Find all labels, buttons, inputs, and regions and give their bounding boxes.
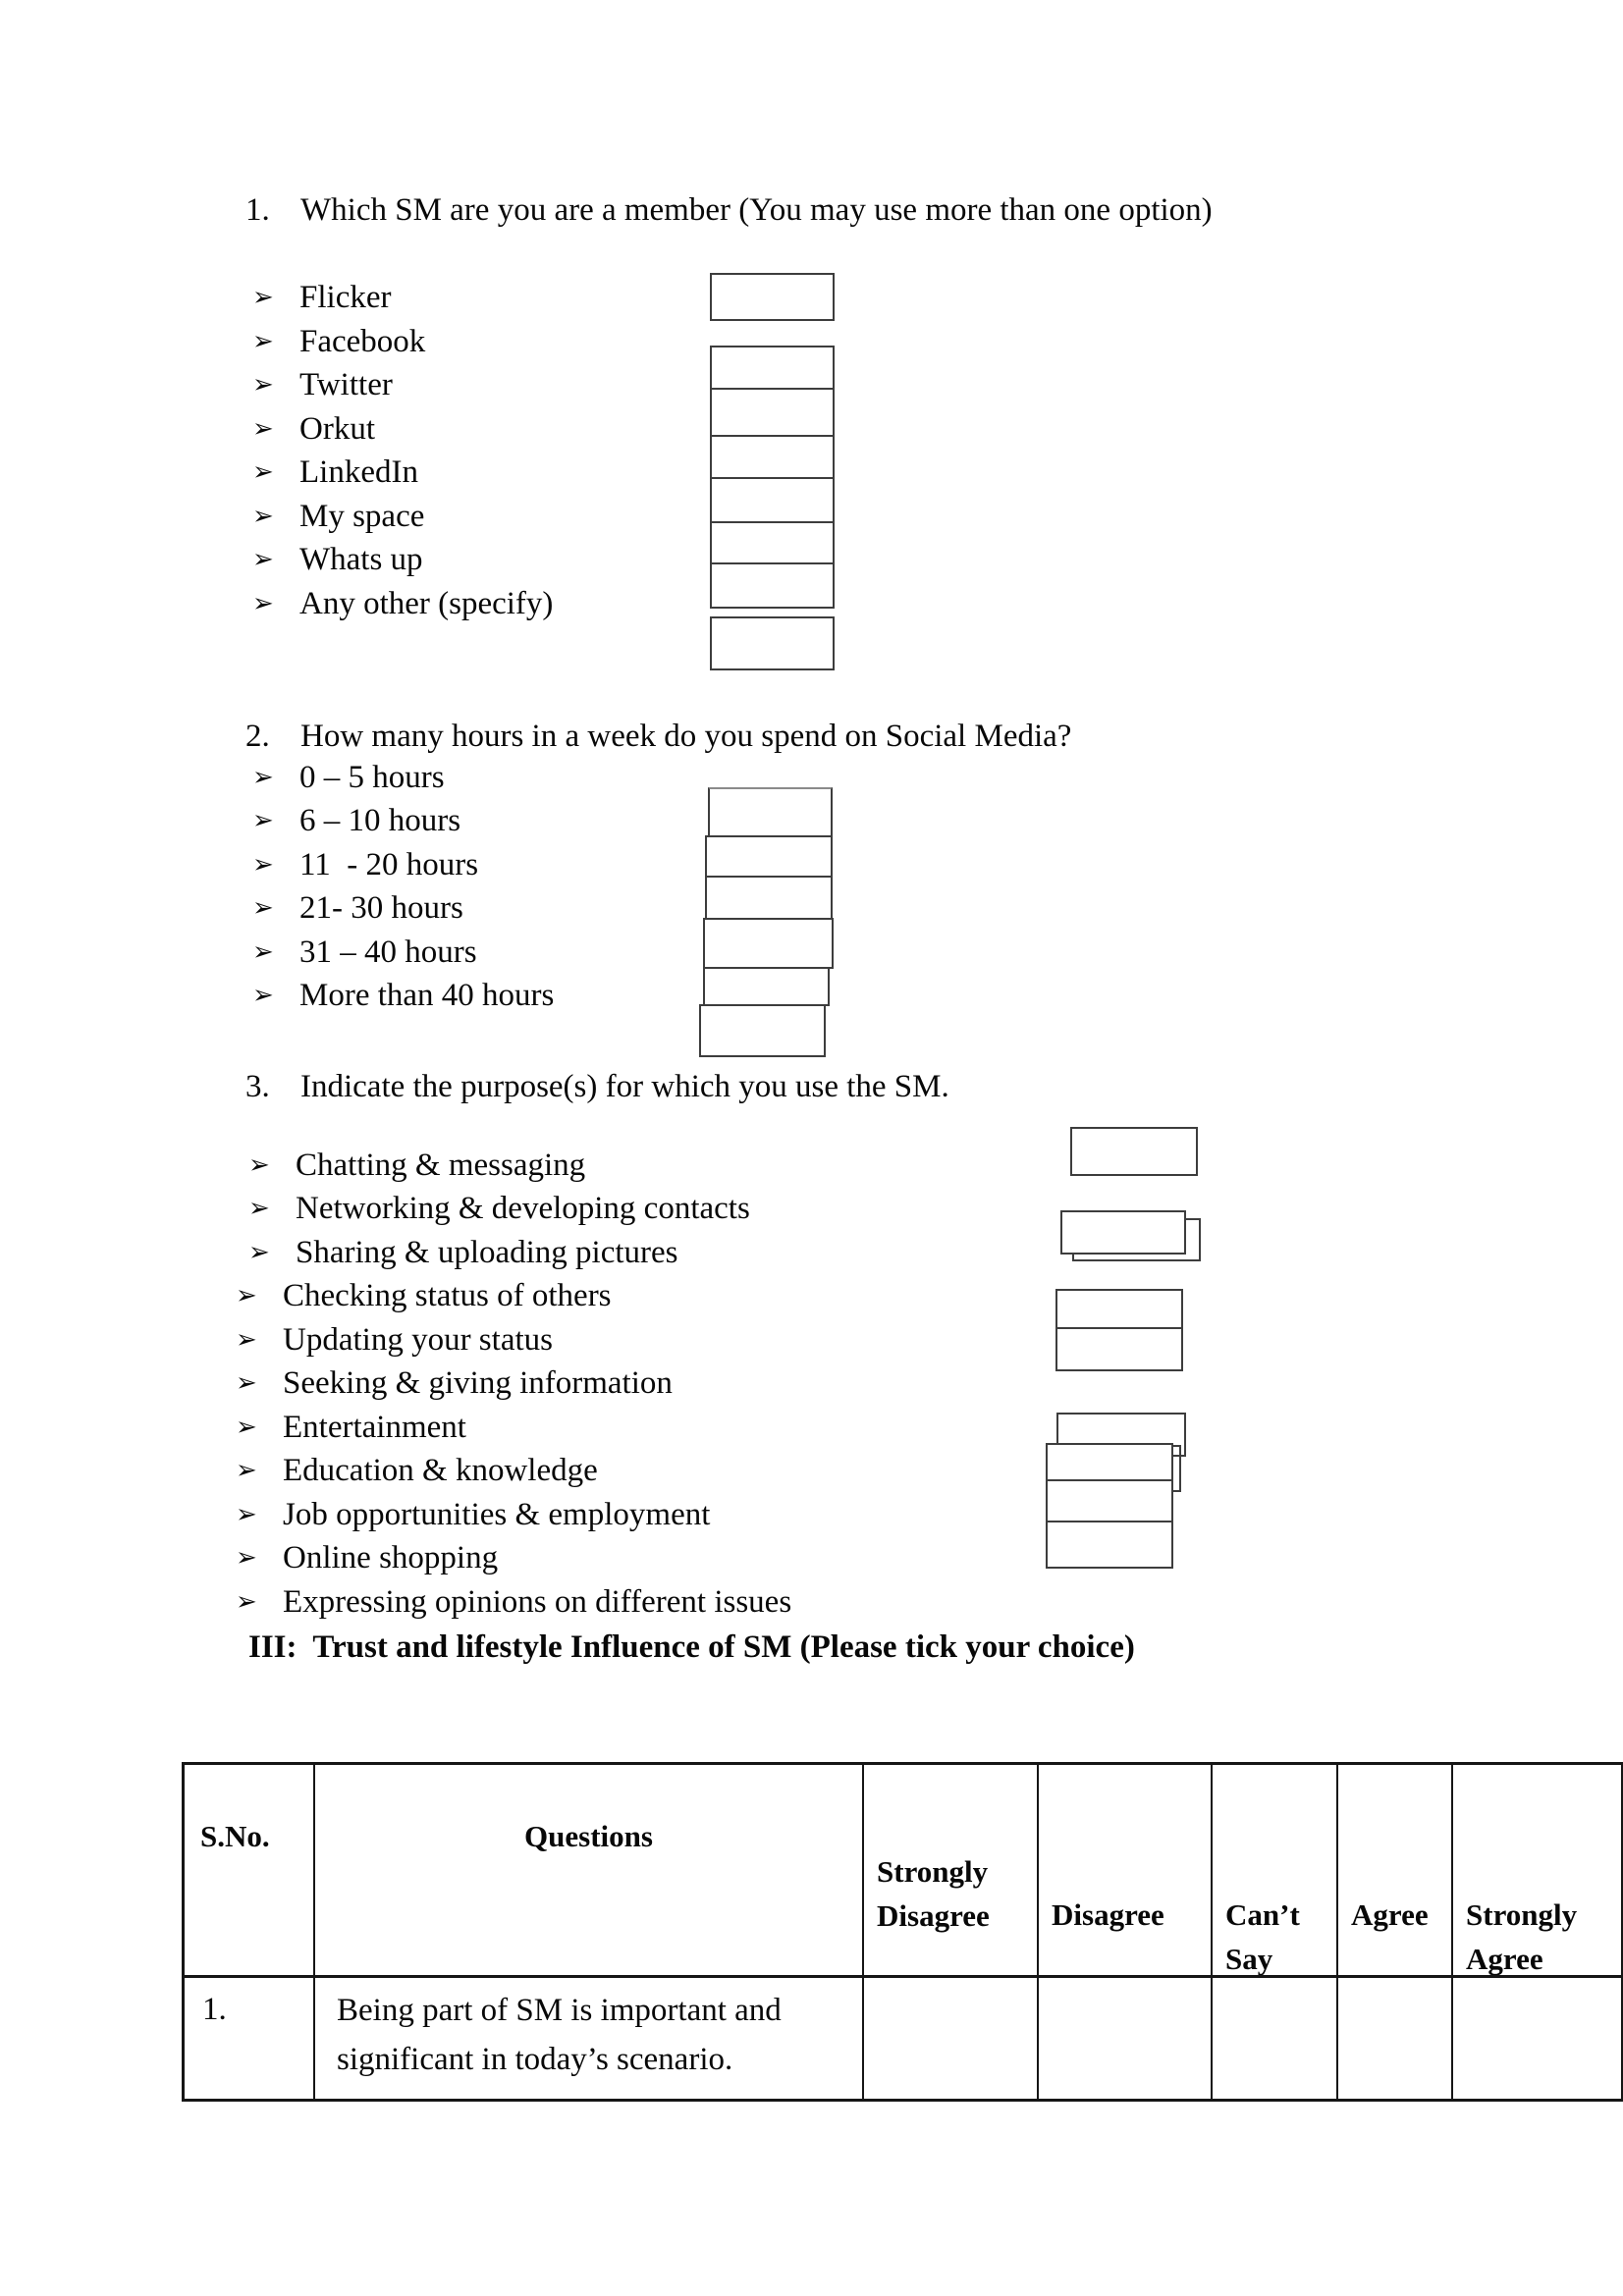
q1-option-myspace: ➢ My space: [252, 495, 424, 540]
q2-checkbox-1[interactable]: [708, 787, 833, 837]
col-header-agree: Agree: [1336, 1765, 1451, 1978]
q2-checkbox-5[interactable]: [703, 967, 830, 1006]
question-2-text: How many hours in a week do you spend on Social Media?: [300, 719, 1072, 754]
col-header-strongly-disagree: Strongly Disagree: [862, 1765, 1037, 1978]
arrow-bullet-icon: ➢: [236, 1281, 257, 1309]
q1-checkbox-5[interactable]: [712, 479, 833, 523]
q3-checkbox-4[interactable]: [1057, 1329, 1181, 1369]
q2-checkbox-2[interactable]: [705, 835, 833, 878]
arrow-bullet-icon: ➢: [252, 502, 274, 530]
q1-checkbox-3[interactable]: [712, 390, 833, 437]
question-3-text: Indicate the purpose(s) for which you use the SM.: [300, 1069, 949, 1104]
arrow-bullet-icon: ➢: [252, 327, 274, 355]
q3-option-networking: ➢ Networking & developing contacts: [248, 1187, 750, 1232]
arrow-bullet-icon: ➢: [248, 1150, 270, 1179]
arrow-bullet-icon: ➢: [248, 1194, 270, 1222]
arrow-bullet-icon: ➢: [252, 370, 274, 399]
arrow-bullet-icon: ➢: [236, 1587, 257, 1616]
q3-option-sharing: ➢ Sharing & uploading pictures: [248, 1231, 678, 1276]
q3-checkbox-6[interactable]: [1048, 1481, 1171, 1522]
q3-option-checking-status: ➢ Checking status of others: [236, 1274, 612, 1319]
question-2-heading: [245, 715, 1071, 758]
arrow-bullet-icon: ➢: [252, 763, 274, 791]
arrow-bullet-icon: ➢: [236, 1456, 257, 1484]
q2-option-21-30: ➢ 21- 30 hours: [252, 886, 463, 932]
q2-checkbox-6[interactable]: [699, 1004, 826, 1057]
q1-option-other: ➢ Any other (specify): [252, 582, 553, 627]
col-header-sno: S.No.: [185, 1765, 313, 1978]
row1-tick-strongly-agree[interactable]: [1451, 1978, 1621, 2099]
arrow-bullet-icon: ➢: [252, 893, 274, 922]
q3-checkbox-3[interactable]: [1057, 1291, 1181, 1329]
question-3-number: 3.: [245, 1069, 270, 1104]
q3-checkbox-stack-b[interactable]: [1046, 1443, 1173, 1569]
col-header-disagree: Disagree: [1037, 1765, 1211, 1978]
q2-checkbox-3[interactable]: [705, 876, 833, 920]
q3-checkbox-7[interactable]: [1048, 1522, 1171, 1567]
q2-option-6-10: ➢ 6 – 10 hours: [252, 799, 460, 844]
arrow-bullet-icon: ➢: [236, 1325, 257, 1354]
arrow-bullet-icon: ➢: [252, 937, 274, 966]
arrow-bullet-icon: ➢: [252, 806, 274, 834]
q2-checkbox-4[interactable]: [703, 918, 834, 969]
q1-checkbox-2[interactable]: [712, 347, 833, 390]
q3-checkbox-5[interactable]: [1048, 1445, 1171, 1481]
q3-option-shopping: ➢ Online shopping: [236, 1536, 498, 1581]
q1-option-linkedin: ➢ LinkedIn: [252, 451, 418, 496]
q1-option-flicker: ➢ Flicker: [252, 276, 391, 321]
row1-tick-cant-say[interactable]: [1211, 1978, 1336, 2099]
arrow-bullet-icon: ➢: [252, 457, 274, 486]
q3-option-opinions: ➢ Expressing opinions on different issues: [236, 1580, 791, 1626]
arrow-bullet-icon: ➢: [252, 589, 274, 617]
likert-table: [182, 1762, 1623, 2102]
q3-option-education: ➢ Education & knowledge: [236, 1449, 598, 1494]
col-header-cant-say: Can’t Say: [1211, 1765, 1336, 1978]
question-2-number: 2.: [245, 719, 270, 754]
arrow-bullet-icon: ➢: [248, 1238, 270, 1266]
arrow-bullet-icon: ➢: [252, 283, 274, 311]
q2-option-0-5: ➢ 0 – 5 hours: [252, 756, 445, 801]
q3-option-chatting: ➢ Chatting & messaging: [248, 1144, 585, 1189]
q3-option-seeking-info: ➢ Seeking & giving information: [236, 1362, 673, 1407]
section-3-heading: III: Trust and lifestyle Influence of SM (Please tick your choice): [248, 1629, 1135, 1665]
arrow-bullet-icon: ➢: [252, 545, 274, 573]
q1-checkbox-4[interactable]: [712, 437, 833, 479]
arrow-bullet-icon: ➢: [252, 981, 274, 1009]
q3-checkbox-2[interactable]: [1060, 1210, 1186, 1255]
arrow-bullet-icon: ➢: [236, 1500, 257, 1528]
row1-tick-strongly-disagree[interactable]: [862, 1978, 1037, 2099]
q1-option-facebook: ➢ Facebook: [252, 320, 425, 365]
q1-option-twitter: ➢ Twitter: [252, 363, 393, 408]
q1-checkbox-1[interactable]: [710, 273, 835, 321]
col-header-questions: Questions: [313, 1765, 862, 1978]
question-1-text: Which SM are you are a member (You may use more than one option): [300, 192, 1213, 228]
arrow-bullet-icon: ➢: [236, 1543, 257, 1572]
question-1-heading: [245, 188, 1213, 232]
arrow-bullet-icon: ➢: [252, 414, 274, 443]
q3-checkbox-1[interactable]: [1070, 1127, 1198, 1176]
question-1-number: 1.: [245, 192, 270, 228]
q1-checkbox-stack[interactable]: [710, 346, 835, 609]
q1-checkbox-7[interactable]: [712, 564, 833, 607]
q1-option-orkut: ➢ Orkut: [252, 407, 375, 453]
arrow-bullet-icon: ➢: [252, 850, 274, 879]
arrow-bullet-icon: ➢: [236, 1368, 257, 1397]
row1-sno: 1.: [202, 1992, 227, 2027]
row1-tick-disagree[interactable]: [1037, 1978, 1211, 2099]
q3-option-jobs: ➢ Job opportunities & employment: [236, 1493, 710, 1538]
q1-checkbox-6[interactable]: [712, 523, 833, 564]
q1-option-whatsup: ➢ Whats up: [252, 538, 423, 583]
arrow-bullet-icon: ➢: [236, 1413, 257, 1441]
row1-question: Being part of SM is important and significant in today’s scenario.: [313, 1978, 862, 2099]
row1-tick-agree[interactable]: [1336, 1978, 1451, 2099]
q1-checkbox-8[interactable]: [710, 616, 835, 670]
question-3-heading: [245, 1065, 949, 1108]
q2-option-31-40: ➢ 31 – 40 hours: [252, 931, 477, 976]
q2-option-more-40: ➢ More than 40 hours: [252, 974, 554, 1019]
col-header-strongly-agree: Strongly Agree: [1451, 1765, 1621, 1978]
q3-checkbox-stack-a[interactable]: [1055, 1289, 1183, 1371]
q3-option-updating-status: ➢ Updating your status: [236, 1318, 553, 1363]
q2-option-11-20: ➢ 11 - 20 hours: [252, 843, 478, 888]
q3-option-entertainment: ➢ Entertainment: [236, 1406, 466, 1451]
